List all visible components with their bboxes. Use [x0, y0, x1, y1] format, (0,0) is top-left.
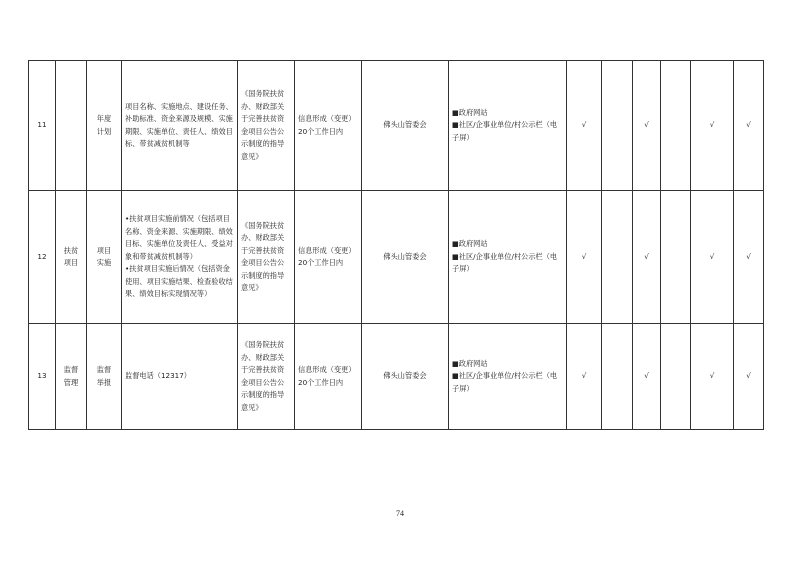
category-cell: 扶贫 项目 [56, 191, 87, 324]
channel-cell: ■政府网站 ■社区/企事业单位/村公示栏（电子屏） [449, 324, 567, 430]
time-limit-cell: 信息形成（变更）20个工作日内 [295, 324, 362, 430]
mark-cell: √ [633, 324, 661, 430]
mark-cell: √ [567, 324, 602, 430]
table-row [29, 61, 764, 191]
mark-cell: √ [633, 61, 661, 191]
mark-cell [661, 324, 691, 430]
mark-cell: √ [734, 191, 764, 324]
responsible-body-cell: 佛头山管委会 [362, 324, 449, 430]
mark-cell: √ [567, 61, 602, 191]
content-cell: •扶贫项目实施前情况（包括项目名称、资金来源、实施期限、绩效目标、实施单位及责任人、受益对象和带贫减贫机制等） •扶贫项目实施后情况（包括资金使用、项目实施结果、检查验收结果、绩效目标实现情况等） [122, 191, 238, 324]
time-limit-cell: 信息形成（变更）20个工作日内 [295, 191, 362, 324]
row-number: 12 [29, 191, 56, 324]
content-cell: 监督电话（12317） [122, 324, 238, 430]
mark-cell: √ [734, 324, 764, 430]
subcategory-cell: 项目 实施 [87, 191, 122, 324]
mark-cell: √ [691, 61, 734, 191]
content-cell: 项目名称、实施地点、建设任务、补助标准、资金来源及规模、实施期限、实施单位、责任人、绩效目标、带贫减贫机制等 [122, 61, 238, 191]
disclosure-table [28, 60, 764, 430]
subcategory-cell: 年度 计划 [87, 61, 122, 191]
category-cell: 监督 管理 [56, 324, 87, 430]
mark-cell: √ [691, 191, 734, 324]
mark-cell [602, 61, 633, 191]
row-number: 13 [29, 324, 56, 430]
time-limit-cell: 信息形成（变更）20个工作日内 [295, 61, 362, 191]
basis-cell: 《国务院扶贫办、财政部关于完善扶贫资金项目公告公示制度的指导意见》 [238, 324, 295, 430]
mark-cell: √ [734, 61, 764, 191]
mark-cell [602, 191, 633, 324]
responsible-body-cell: 佛头山管委会 [362, 61, 449, 191]
mark-cell: √ [633, 191, 661, 324]
row-number: 11 [29, 61, 56, 191]
table-row [29, 324, 764, 430]
basis-cell: 《国务院扶贫办、财政部关于完善扶贫资金项目公告公示制度的指导意见》 [238, 61, 295, 191]
channel-cell: ■政府网站 ■社区/企事业单位/村公示栏（电子屏） [449, 191, 567, 324]
mark-cell [661, 61, 691, 191]
page-number: 74 [396, 509, 404, 518]
mark-cell: √ [691, 324, 734, 430]
mark-cell [661, 191, 691, 324]
subcategory-cell: 监督 举报 [87, 324, 122, 430]
mark-cell: √ [567, 191, 602, 324]
responsible-body-cell: 佛头山管委会 [362, 191, 449, 324]
basis-cell: 《国务院扶贫办、财政部关于完善扶贫资金项目公告公示制度的指导意见》 [238, 191, 295, 324]
table-row [29, 191, 764, 324]
table-body [29, 61, 764, 430]
channel-cell: ■政府网站 ■社区/企事业单位/村公示栏（电子屏） [449, 61, 567, 191]
category-cell [56, 61, 87, 191]
mark-cell [602, 324, 633, 430]
